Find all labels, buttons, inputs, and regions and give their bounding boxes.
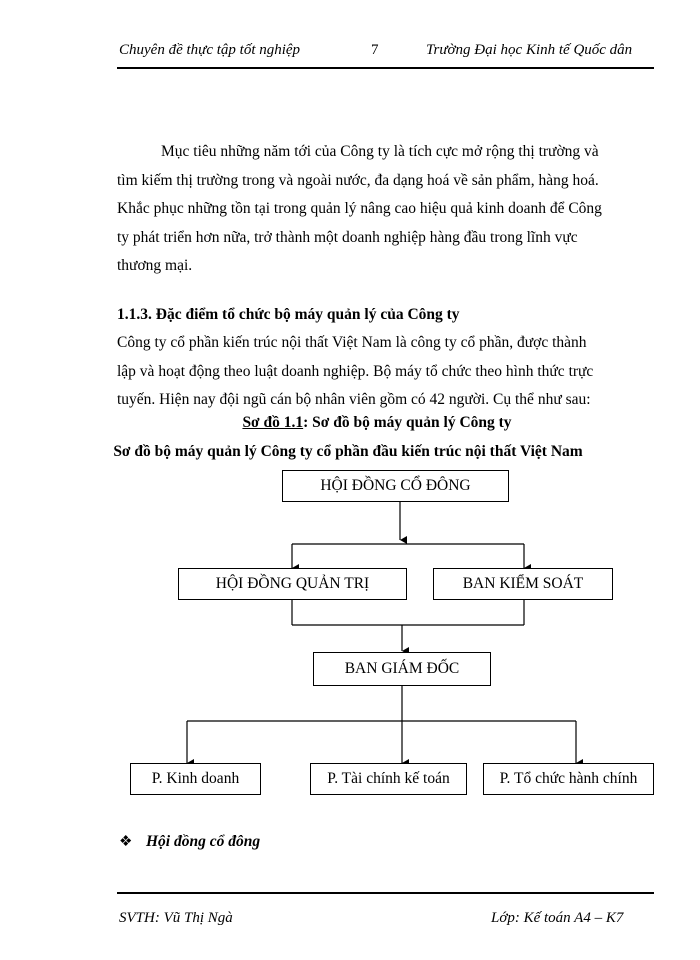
board-box: HỘI ĐỒNG QUẢN TRỊ <box>178 568 407 600</box>
footer-left: SVTH: Vũ Thị Ngà <box>119 910 233 926</box>
footer-rule <box>117 892 654 894</box>
header-right: Trường Đại học Kinh tế Quốc dân <box>426 42 633 58</box>
section-line: tuyến. Hiện nay đội ngũ cán bộ nhân viên gồm có 42 người. Cụ thể như sau: <box>117 391 591 409</box>
intro-line: ty phát triển hơn nữa, trở thành một doanh nghiệp hàng đầu trong lĩnh vực <box>117 228 578 246</box>
diagram-caption-label: Sơ đồ 1.1 <box>242 414 304 431</box>
directors-box: BAN GIÁM ĐỐC <box>313 652 491 686</box>
section-heading: 1.1.3. Đặc điểm tổ chức bộ máy quản lý của Công ty <box>117 306 460 323</box>
supervisory-box: BAN KIỂM SOÁT <box>433 568 613 600</box>
diagram-caption-text: : Sơ đồ bộ máy quản lý Công ty <box>303 414 512 431</box>
intro-line: Khắc phục những tồn tại trong quản lý nâng cao hiệu quả kinh doanh để Công <box>117 200 602 218</box>
bullet-icon: ❖ <box>119 834 133 850</box>
shareholders-box: HỘI ĐỒNG CỔ ĐÔNG <box>282 470 509 502</box>
header-left: Chuyên đề thực tập tốt nghiệp <box>119 42 301 58</box>
dept-box-finance: P. Tài chính kế toán <box>310 763 467 795</box>
dept-box-business: P. Kinh doanh <box>130 763 261 795</box>
intro-line: thương mại. <box>117 257 193 275</box>
page-number: 7 <box>371 42 379 58</box>
dept-box-admin: P. Tổ chức hành chính <box>483 763 654 795</box>
diagram-title: Sơ đồ bộ máy quản lý Công ty cổ phần đầu kiến trúc nội thất Việt Nam <box>113 443 583 460</box>
intro-line: Mục tiêu những năm tới của Công ty là tích cực mở rộng thị trường và <box>161 143 599 160</box>
footer-right: Lớp: Kế toán A4 – K7 <box>491 910 624 926</box>
section-line: lập và hoạt động theo luật doanh nghiệp. Bộ máy tổ chức theo hình thức trực <box>117 362 594 380</box>
bullet-heading: Hội đồng cổ đông <box>146 833 261 850</box>
section-line: Công ty cổ phần kiến trúc nội thất Việt Nam là công ty cổ phần, được thành <box>117 334 587 351</box>
intro-line: tìm kiếm thị trường trong và ngoài nước, đa dạng hoá về sản phẩm, hàng hoá. <box>117 171 599 189</box>
